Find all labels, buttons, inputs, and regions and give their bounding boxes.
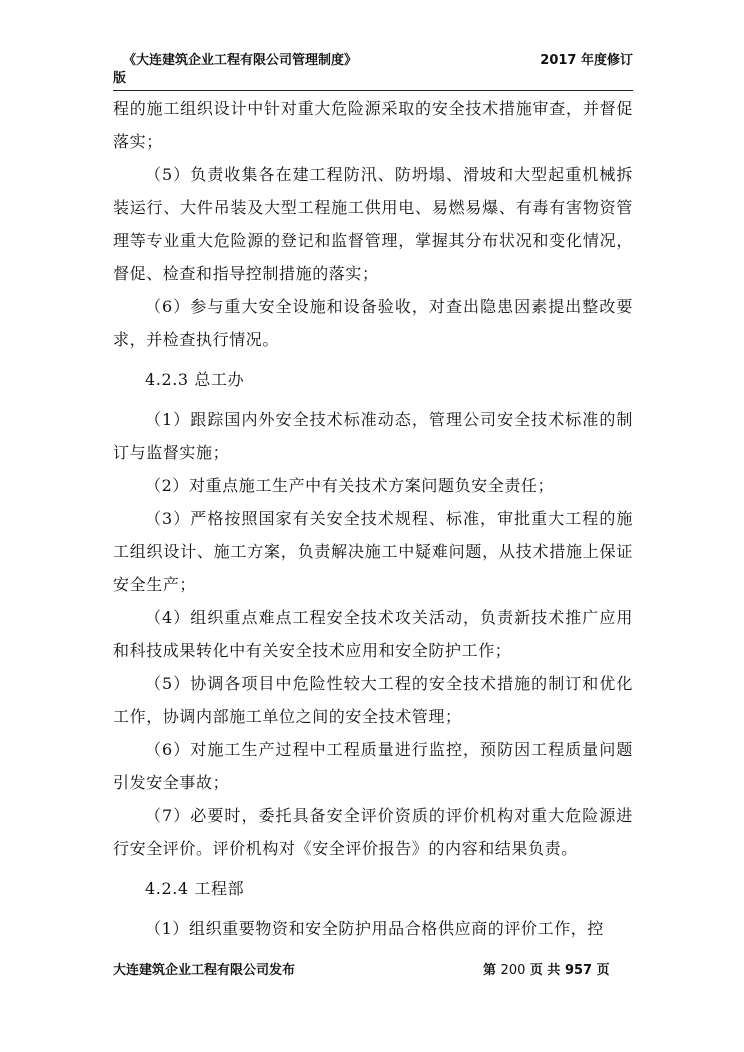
page-prefix: 第: [483, 963, 497, 978]
list-item: （4）组织重点难点工程安全技术攻关活动，负责新技术推广应用和科技成果转化中有关安全技术应用和安全防护工作；: [113, 608, 633, 660]
list-item: （2）对重点施工生产中有关技术方案问题负安全责任；: [145, 476, 555, 495]
list-item: （5）负责收集各在建工程防汛、防坍塌、滑坡和大型起重机械拆装运行、大件吊装及大型工程施工供用电、易燃易爆、有毒有害物资管理等专业重大危险源的登记和监督管理，掌握其分布状况和变化情况，督促、检查和指导控制措施的落实；: [113, 165, 633, 283]
page-footer: [113, 962, 633, 980]
page-total: 页 共 957 页: [529, 963, 610, 978]
version-label: 2017 年度修订: [540, 53, 633, 68]
list-item: （1）跟踪国内外安全技术标准动态，管理公司安全技术标准的制订与监督实施；: [113, 410, 633, 462]
document-title: 《大连建筑企业工程有限公司管理制度》: [123, 53, 358, 68]
list-item: （6）参与重大安全设施和设备验收，对查出隐患因素提出整改要求，并检查执行情况。: [113, 297, 633, 349]
document-body: [113, 92, 633, 945]
list-item: （3）严格按照国家有关安全技术规程、标准，审批重大工程的施工组织设计、施工方案，负责解决施工中疑难问题，从技术措施上保证安全生产；: [113, 509, 633, 594]
list-item: （6）对施工生产过程中工程质量进行监控，预防因工程质量问题引发安全事故；: [113, 740, 633, 792]
page-header: [113, 52, 633, 88]
section-heading: 4.2.4 工程部: [145, 879, 245, 898]
publisher-label: 大连建筑企业工程有限公司发布: [113, 963, 296, 978]
list-item: （5）协调各项目中危险性较大工程的安全技术措施的制订和优化工作，协调内部施工单位之间的安全技术管理；: [113, 674, 633, 726]
page-current: 200: [500, 963, 526, 978]
page-number: [483, 962, 610, 980]
paragraph: 程的施工组织设计中针对重大危险源采取的安全技术措施审查，并督促落实；: [113, 99, 633, 151]
list-item: （1）组织重要物资和安全防护用品合格供应商的评价工作，控: [145, 919, 604, 938]
version-label-tail: 版: [113, 71, 127, 86]
header-divider: [113, 90, 633, 91]
list-item: （7）必要时，委托具备安全评价资质的评价机构对重大危险源进行安全评价。评价机构对《安全评价报告》的内容和结果负责。: [113, 806, 633, 858]
section-heading: 4.2.3 总工办: [145, 370, 245, 389]
